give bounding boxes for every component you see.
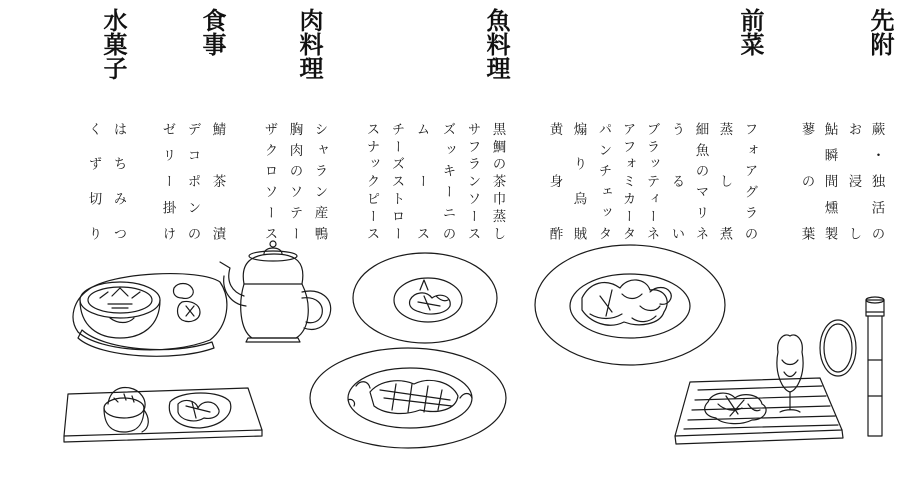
zensai-plate-icon bbox=[535, 245, 725, 365]
shokuji-item-1: 鯖茶漬 bbox=[209, 122, 226, 240]
niku-item-3: ザクロソース bbox=[261, 122, 278, 240]
sakana-item-2: サフランソース bbox=[464, 122, 481, 240]
course-title-sakizuke: 先附 bbox=[866, 8, 894, 56]
sakana-item-3: ズッキーニの bbox=[439, 122, 456, 240]
zensai-item-3: 細魚のマリネ bbox=[692, 122, 709, 240]
sakizuke-item-2: お浸し bbox=[845, 122, 862, 240]
course-title-sakana: 魚料理 bbox=[482, 8, 510, 80]
teapot-icon bbox=[220, 241, 331, 342]
zensai-item-5: ブラッティーネ bbox=[643, 122, 660, 240]
zensai-item-9: 黄身酢 bbox=[546, 122, 563, 240]
sakana-item-5: チーズストロー bbox=[388, 122, 405, 240]
course-title-mizugashi: 水菓子 bbox=[99, 8, 127, 80]
mizugashi-item-2: くず切り bbox=[85, 122, 102, 240]
sakana-item-6: スナックピース bbox=[363, 122, 380, 240]
sakizuke-item-1: 蕨・独活の bbox=[868, 122, 885, 240]
zensai-item-7: パンチェッタ bbox=[595, 122, 612, 240]
mizugashi-item-1: はちみつ bbox=[110, 122, 127, 240]
meat-plate-icon bbox=[310, 348, 506, 448]
zensai-item-1: フォアグラの bbox=[741, 122, 758, 240]
sakana-item-1: 黒鯛の茶巾蒸し bbox=[489, 122, 506, 240]
zensai-item-4: うるい bbox=[668, 122, 685, 240]
zensai-item-2: 蒸し煮 bbox=[716, 122, 733, 240]
sakana-item-4: ムース bbox=[413, 122, 430, 240]
zensai-item-8: 煽り烏賊 bbox=[570, 122, 587, 240]
course-title-niku: 肉料理 bbox=[295, 8, 323, 80]
niku-item-2: 胸肉のソテー bbox=[286, 122, 303, 240]
sakizuke-item-4: 蓼の葉 bbox=[798, 122, 815, 240]
course-title-shokuji: 食事 bbox=[198, 8, 226, 56]
shokuji-item-2: デコポンの bbox=[184, 122, 201, 240]
zensai-item-6: アフォミカータ bbox=[619, 122, 636, 240]
course-title-zensai: 前菜 bbox=[736, 8, 764, 56]
niku-item-1: シャラン産鴨 bbox=[311, 122, 328, 240]
fish-plate-icon bbox=[353, 253, 497, 343]
shokuji-item-3: ゼリー掛け bbox=[159, 122, 176, 240]
sakizuke-tray-icon bbox=[675, 297, 884, 444]
dessert-tray-icon bbox=[64, 388, 262, 442]
rice-bowl-tray-icon bbox=[73, 274, 227, 357]
sakizuke-item-3: 鮎瞬間燻製 bbox=[821, 122, 838, 240]
